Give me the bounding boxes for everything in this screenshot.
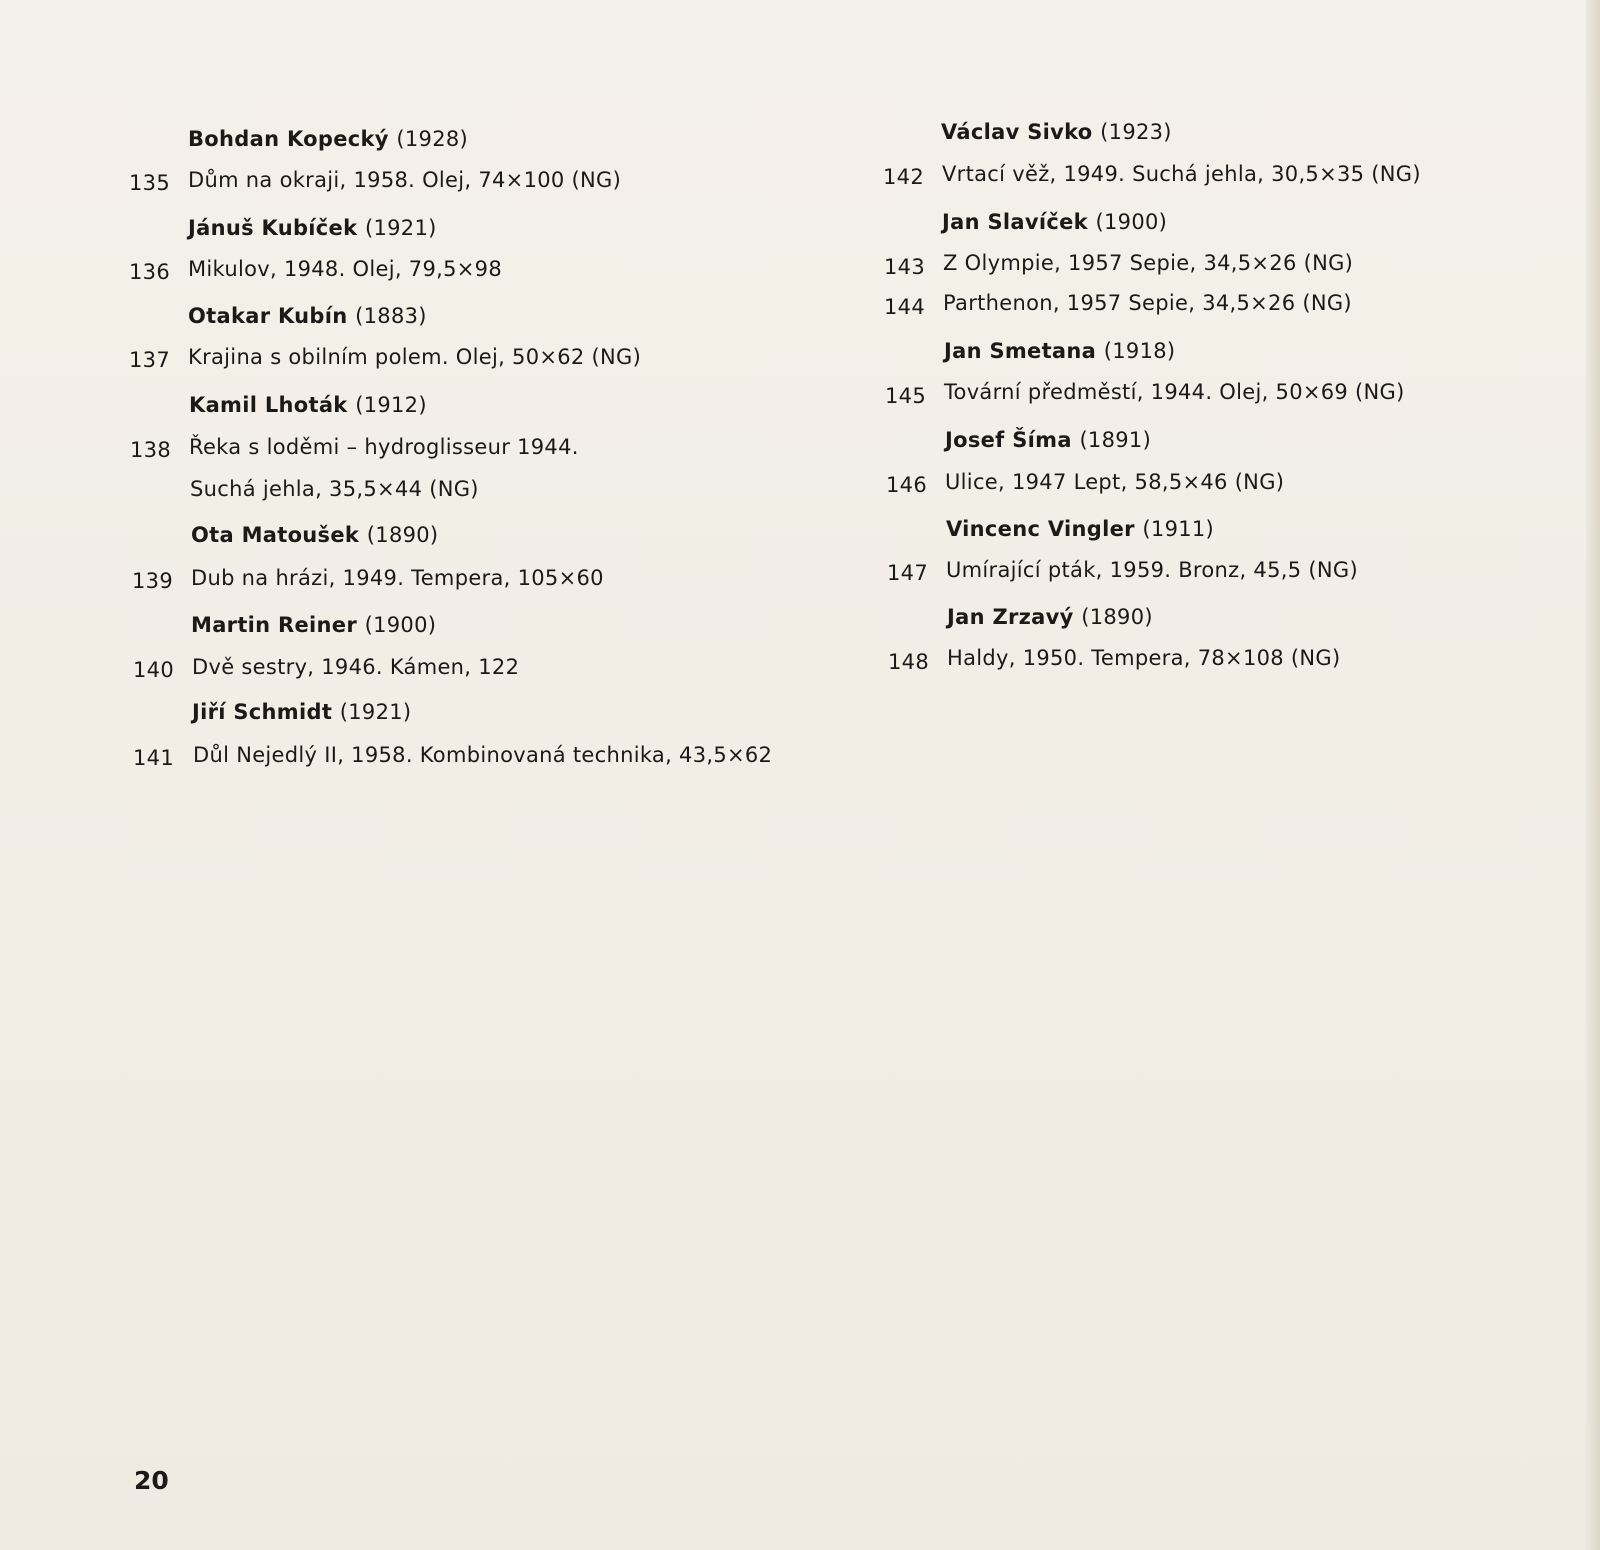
catalog-number: 147 [887,561,928,585]
catalog-number: 141 [133,746,174,770]
artist-heading: Otakar Kubín (1883) [188,304,427,328]
page-number: 20 [134,1466,169,1495]
artist-heading: Ota Matoušek (1890) [191,523,439,547]
artist-heading: Jan Slavíček (1900) [942,210,1168,234]
artist-heading: Vincenc Vingler (1911) [946,517,1215,541]
artist-heading: Jan Zrzavý (1890) [947,605,1153,629]
artist-heading: Jan Smetana (1918) [944,339,1176,363]
artwork-description: Mikulov, 1948. Olej, 79,5×98 [188,257,502,281]
catalog-number: 140 [133,658,174,682]
catalog-number: 135 [129,171,170,195]
catalog-number: 148 [888,650,929,674]
catalog-number: 139 [132,569,173,593]
artwork-description: Umírající pták, 1959. Bronz, 45,5 (NG) [946,558,1358,582]
catalog-number: 146 [886,473,927,497]
artwork-description: Krajina s obilním polem. Olej, 50×62 (NG) [188,345,642,369]
artwork-description: Z Olympie, 1957 Sepie, 34,5×26 (NG) [943,251,1354,275]
page-edge [1586,0,1600,1550]
artwork-description: Tovární předměstí, 1944. Olej, 50×69 (NG) [944,380,1405,404]
catalog-number: 138 [130,438,171,462]
catalog-number: 145 [885,384,926,408]
artwork-description: Vrtací věž, 1949. Suchá jehla, 30,5×35 (NG) [942,162,1421,186]
artwork-description: Dub na hrázi, 1949. Tempera, 105×60 [191,566,604,590]
artist-heading: Jánuš Kubíček (1921) [188,216,437,240]
artist-heading: Bohdan Kopecký (1928) [188,127,469,151]
catalog-number: 136 [129,260,170,284]
catalog-number: 144 [884,295,925,319]
artist-heading: Josef Šíma (1891) [945,428,1152,452]
artwork-description: Suchá jehla, 35,5×44 (NG) [190,477,479,501]
artist-heading: Jiří Schmidt (1921) [192,700,412,724]
artwork-description: Parthenon, 1957 Sepie, 34,5×26 (NG) [943,291,1352,315]
artwork-description: Důl Nejedlý II, 1958. Kombinovaná technika, 43,5×62 [193,743,773,767]
artwork-description: Ulice, 1947 Lept, 58,5×46 (NG) [945,470,1285,494]
artwork-description: Haldy, 1950. Tempera, 78×108 (NG) [947,646,1341,670]
artist-heading: Václav Sivko (1923) [941,120,1172,144]
artwork-description: Řeka s loděmi – hydroglisseur 1944. [189,435,579,459]
artwork-description: Dvě sestry, 1946. Kámen, 122 [192,655,520,679]
artwork-description: Dům na okraji, 1958. Olej, 74×100 (NG) [188,168,622,192]
artist-heading: Martin Reiner (1900) [191,613,437,637]
artist-heading: Kamil Lhoták (1912) [189,393,427,417]
catalog-number: 142 [883,165,924,189]
catalog-number: 137 [129,348,170,372]
catalog-number: 143 [884,255,925,279]
